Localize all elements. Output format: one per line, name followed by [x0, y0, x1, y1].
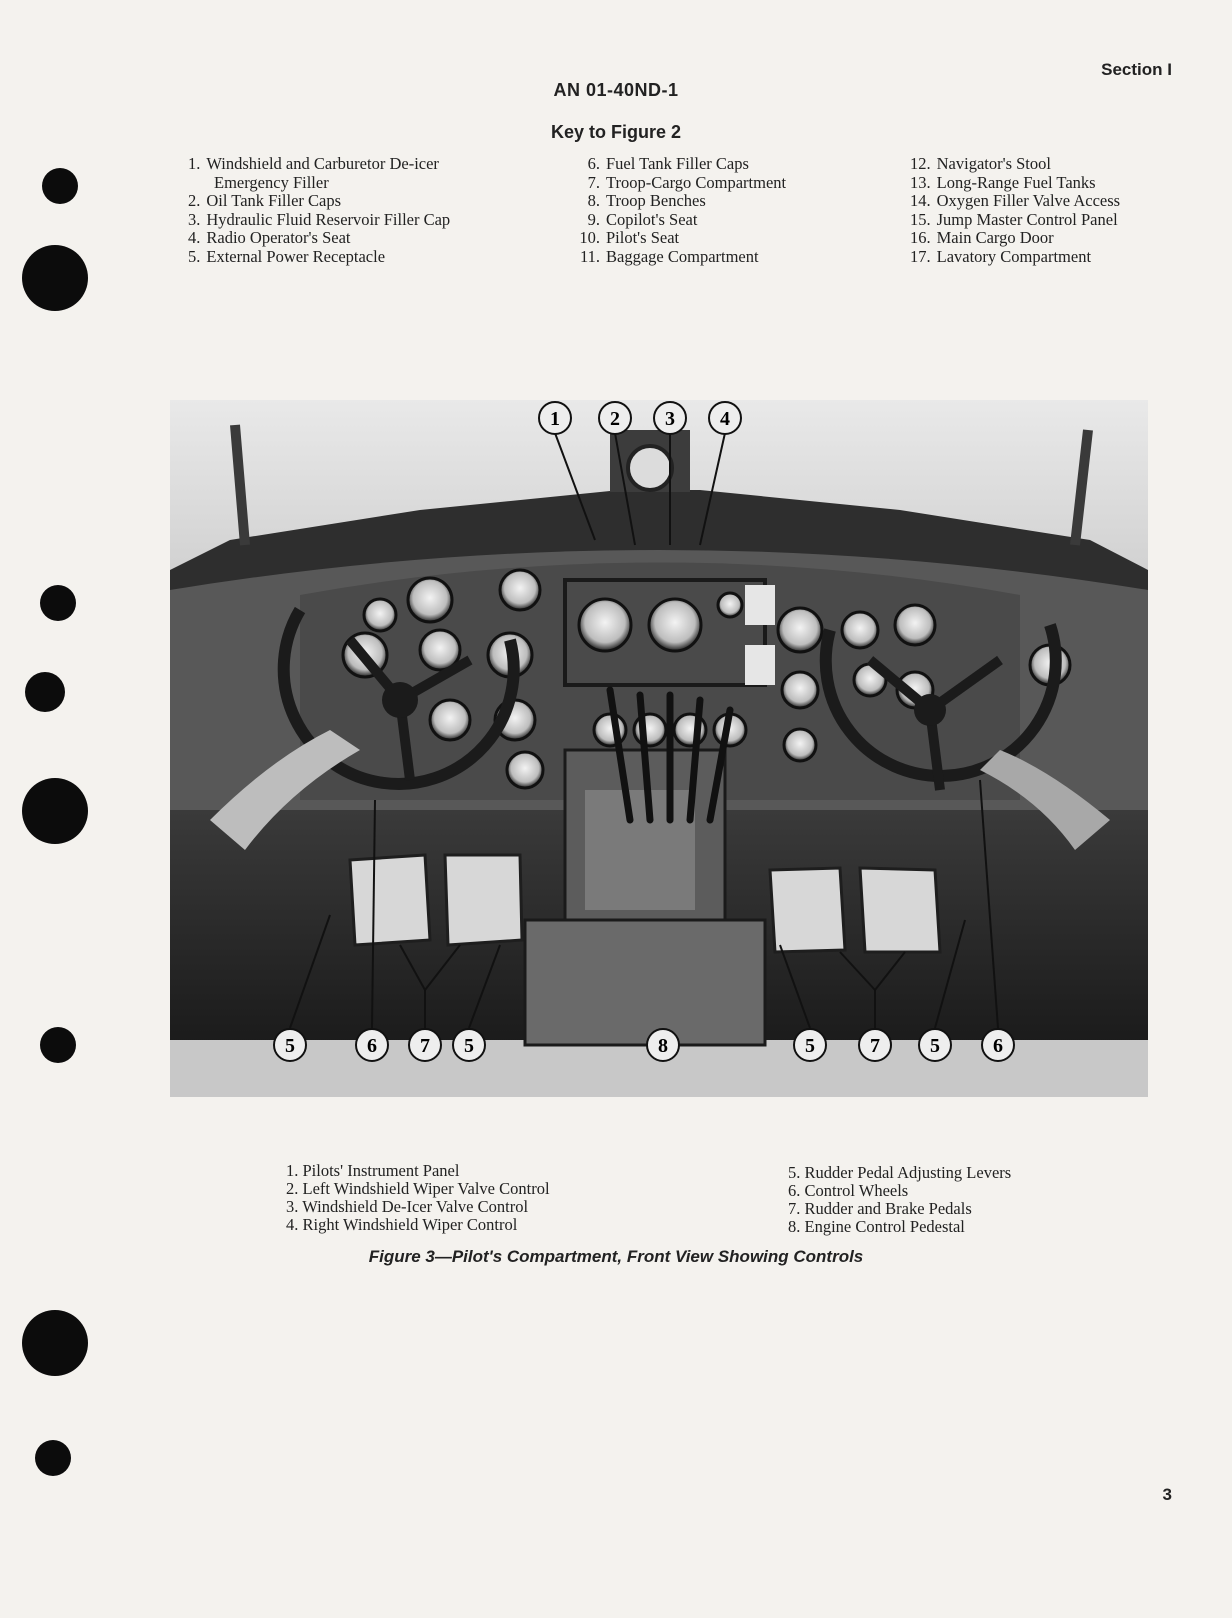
key-item-continuation: Emergency Filler [214, 172, 329, 192]
callout-5 [919, 1029, 951, 1061]
legend-item: 5. Rudder Pedal Adjusting Levers [788, 1163, 1012, 1182]
figure-legend-right [788, 1164, 1011, 1236]
binder-hole [40, 585, 76, 621]
callout-2 [599, 402, 631, 434]
key-item: 1. Windshield and Carburetor De-icer [188, 154, 439, 173]
callout-label: 5 [464, 1035, 474, 1057]
figure-caption: Figure 3—Pilot's Compartment, Front View Showing Controls [368, 1247, 864, 1266]
binder-hole [22, 1310, 88, 1376]
key-item: 15. Jump Master Control Panel [910, 209, 1118, 229]
callout-8 [647, 1029, 679, 1061]
binder-hole [22, 778, 88, 844]
key-item: 11. Baggage Compartment [579, 246, 759, 266]
binder-hole [25, 672, 65, 712]
callout-label: 2 [610, 408, 620, 430]
legend-item: 3. Windshield De-Icer Valve Control [286, 1197, 529, 1216]
key-item: 14. Oxygen Filler Valve Access [910, 191, 1121, 210]
callout-label: 5 [930, 1035, 940, 1057]
callout-1 [539, 402, 571, 434]
callout-label: 7 [870, 1035, 880, 1057]
page-number: 3 [1162, 1485, 1172, 1504]
callout-5 [453, 1029, 485, 1061]
callout-7 [859, 1029, 891, 1061]
callout-label: 8 [658, 1035, 668, 1057]
key-item: 8. Troop Benches [587, 191, 706, 210]
key-column-3 [910, 155, 1120, 266]
callout-5 [274, 1029, 306, 1061]
key-item: 17. Lavatory Compartment [910, 246, 1092, 266]
key-item: 5. External Power Receptacle [188, 246, 386, 266]
key-item: 4. Radio Operator's Seat [188, 228, 351, 247]
key-item: 12. Navigator's Stool [910, 154, 1051, 173]
callout-label: 7 [420, 1035, 430, 1057]
key-item: 6. Fuel Tank Filler Caps [587, 154, 749, 173]
binder-hole [40, 1027, 76, 1063]
binder-hole [22, 245, 88, 311]
key-item: 16. Main Cargo Door [910, 228, 1054, 247]
callout-label: 4 [720, 408, 730, 430]
legend-item: 4. Right Windshield Wiper Control [286, 1215, 518, 1234]
binder-hole [42, 168, 78, 204]
callout-5 [794, 1029, 826, 1061]
key-item: 7. Troop-Cargo Compartment [587, 172, 787, 192]
callout-label: 5 [285, 1035, 295, 1057]
callout-label: 6 [993, 1035, 1003, 1057]
callout-6 [356, 1029, 388, 1061]
callout-7 [409, 1029, 441, 1061]
callout-label: 6 [367, 1035, 377, 1057]
callout-label: 1 [550, 408, 560, 430]
key-title: Key to Figure 2 [550, 122, 682, 142]
document-id: AN 01-40ND-1 [553, 80, 679, 100]
key-item: 10. Pilot's Seat [579, 228, 680, 247]
legend-item: 2. Left Windshield Wiper Valve Control [286, 1179, 550, 1198]
key-item: 13. Long-Range Fuel Tanks [910, 172, 1096, 192]
callout-label: 5 [805, 1035, 815, 1057]
section-label: Section I [1101, 60, 1172, 79]
legend-item: 8. Engine Control Pedestal [788, 1217, 965, 1236]
cockpit-illustration [170, 400, 1148, 1097]
callout-6 [982, 1029, 1014, 1061]
legend-item: 7. Rudder and Brake Pedals [788, 1199, 972, 1218]
callout-3 [654, 402, 686, 434]
binder-hole [35, 1440, 71, 1476]
key-column-1 [188, 155, 450, 266]
callout-label: 3 [665, 408, 675, 430]
legend-item: 6. Control Wheels [788, 1181, 909, 1200]
key-item: 2. Oil Tank Filler Caps [188, 191, 342, 210]
cockpit-photograph [170, 400, 1148, 1097]
key-item: 3. Hydraulic Fluid Reservoir Filler Cap [188, 209, 451, 229]
legend-item: 1. Pilots' Instrument Panel [286, 1161, 460, 1180]
key-column-2 [576, 155, 786, 266]
figure-legend-left [286, 1162, 550, 1234]
key-item: 9. Copilot's Seat [587, 209, 698, 229]
callout-4 [709, 402, 741, 434]
